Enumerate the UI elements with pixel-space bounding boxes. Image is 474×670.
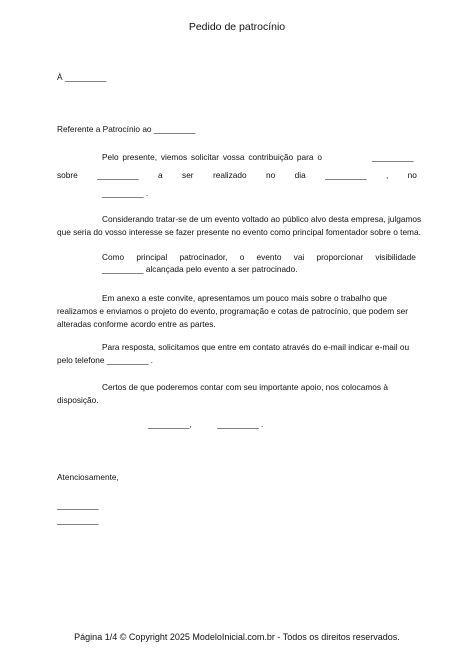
word: solicitar bbox=[190, 152, 220, 162]
p3-line2: _________ alcançada pelo evento a ser patrocinado. bbox=[102, 264, 298, 274]
p3-line1 bbox=[102, 252, 416, 263]
p2-line1: Considerando tratar-se de um evento voltado ao público alvo desta empresa, julgamos bbox=[102, 214, 422, 224]
word: Como bbox=[102, 252, 125, 262]
word: no bbox=[407, 170, 417, 180]
word: visibilidade bbox=[375, 252, 416, 262]
p6-line2: disposição. bbox=[57, 395, 99, 405]
p5-line1: Para resposta, solicitamos que entre em contato através do e-mail indicar e-mail ou bbox=[102, 342, 410, 352]
p1-line3: _________ . bbox=[102, 188, 149, 198]
p2-line2: que seria do vosso interesse se fazer presente no evento como principal fomentador sobre o tema. bbox=[57, 227, 421, 237]
p1-line2 bbox=[57, 170, 417, 181]
word: no bbox=[266, 170, 276, 180]
word: patrocinador, bbox=[179, 252, 228, 262]
word: realizado bbox=[212, 170, 247, 180]
document-title: Pedido de patrocínio bbox=[188, 21, 286, 33]
word: o bbox=[317, 152, 322, 162]
word: proporcionar bbox=[316, 252, 364, 262]
p4-line3: alteradas conforme acordo entre as partes. bbox=[57, 319, 216, 329]
word: dia bbox=[294, 170, 306, 180]
word: Pelo bbox=[102, 152, 119, 162]
word: presente, bbox=[122, 152, 158, 162]
word: para bbox=[296, 152, 314, 162]
reference-line: Referente a Patrocínio ao _________ bbox=[57, 124, 196, 134]
word: , bbox=[385, 170, 389, 180]
p5-line2: pelo telefone _________ . bbox=[57, 355, 153, 365]
p4-line2: realizamos e enviamos o projeto do evento, programação e cotas de patrocínio, que podem ser bbox=[57, 306, 408, 316]
closing: Atenciosamente, bbox=[57, 472, 119, 482]
word: _________ bbox=[97, 170, 139, 180]
word: vossa bbox=[222, 152, 245, 162]
word: principal bbox=[136, 252, 168, 262]
word: sobre bbox=[57, 170, 78, 180]
signature-blank-2: _________ bbox=[57, 515, 99, 525]
date-line: _________, _________ . bbox=[148, 419, 264, 429]
word: evento bbox=[256, 252, 282, 262]
word: ser bbox=[182, 170, 194, 180]
word: _________ bbox=[325, 170, 367, 180]
word: vai bbox=[293, 252, 305, 262]
signature-blank-1: _________ bbox=[57, 500, 99, 510]
word: a bbox=[158, 170, 163, 180]
p4-line1: Em anexo a este convite, apresentamos um pouco mais sobre o trabalho que bbox=[102, 293, 388, 303]
word: viemos bbox=[160, 152, 188, 162]
p1-line1 bbox=[102, 152, 322, 163]
word: contribuição bbox=[248, 152, 294, 162]
p6-line1: Certos de que poderemos contar com seu importante apoio, nos colocamos à bbox=[102, 382, 388, 392]
word: o bbox=[239, 252, 245, 262]
p1-blank-1: _________ bbox=[372, 152, 414, 162]
page-footer: Página 1/4 © Copyright 2025 ModeloInicial.com.br - Todos os direitos reservados. bbox=[74, 632, 400, 642]
addressee-line: À _________ bbox=[57, 72, 107, 82]
